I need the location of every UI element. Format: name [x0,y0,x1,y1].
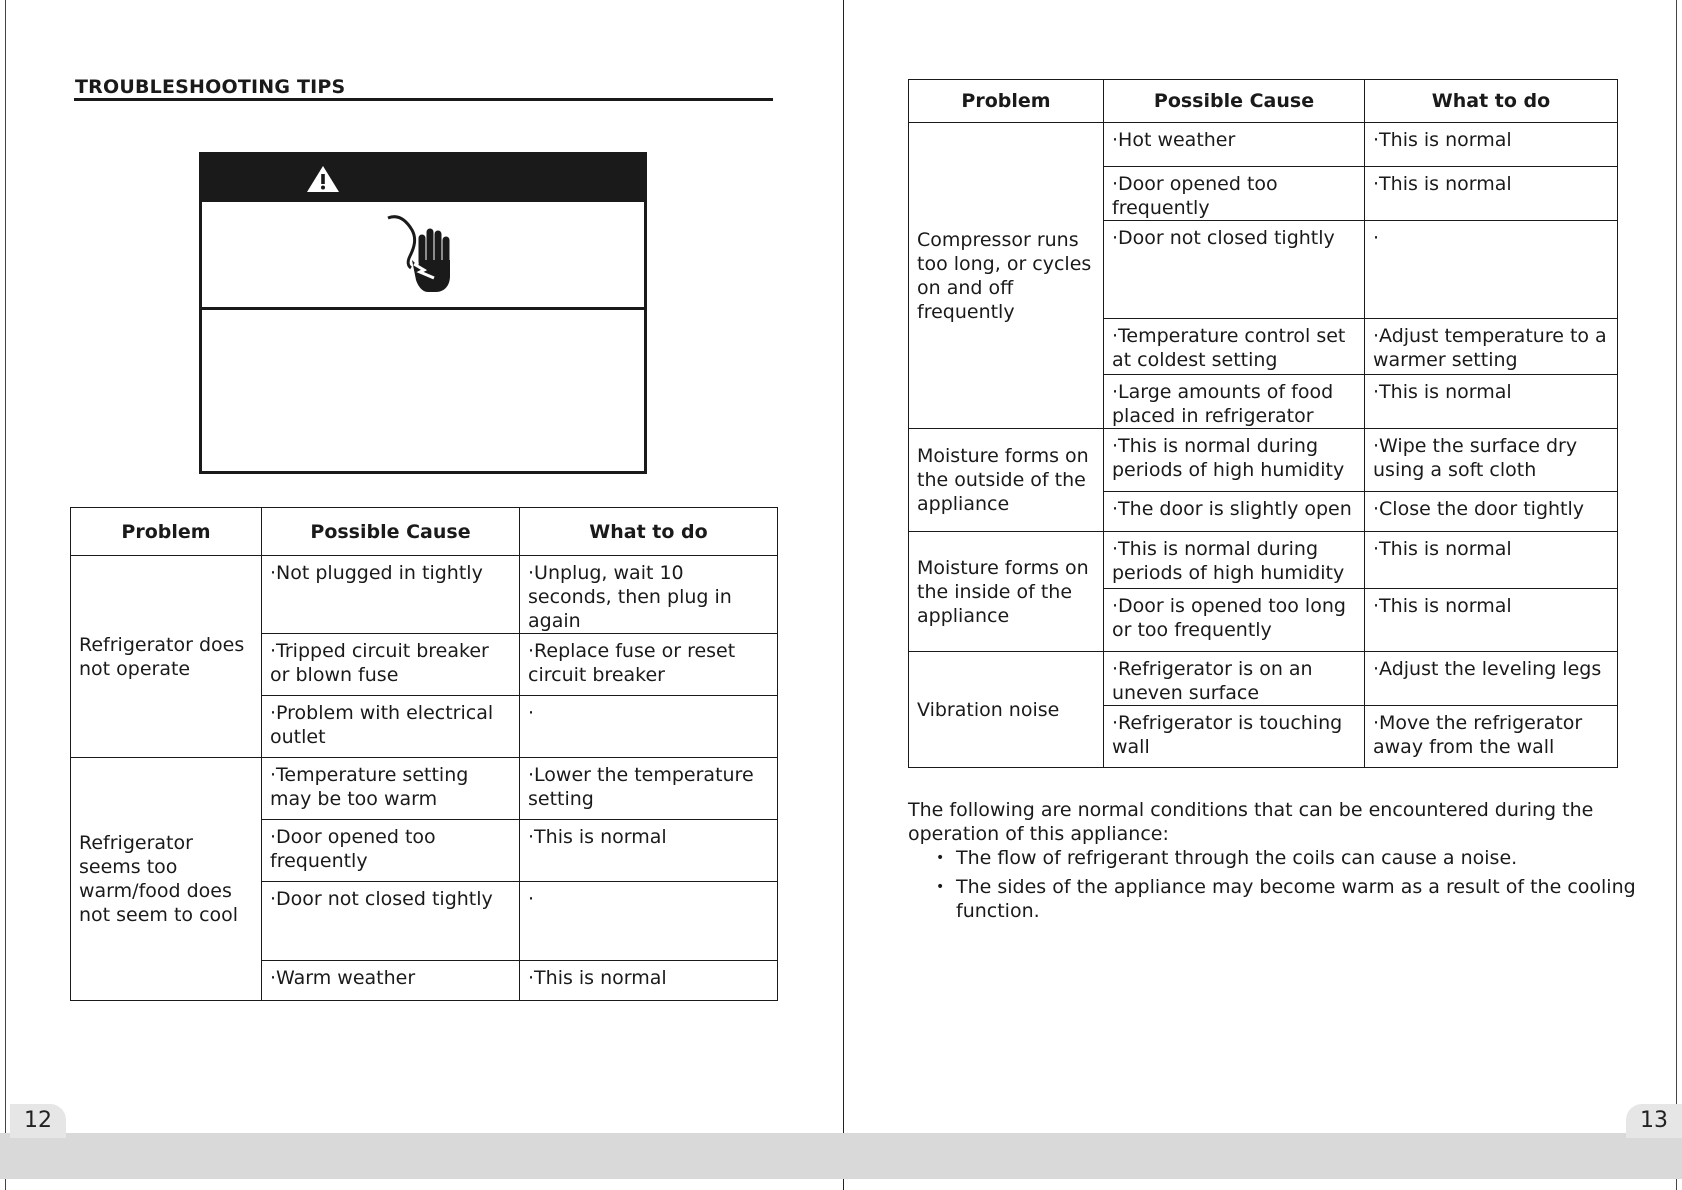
cause-cell: ·Tripped circuit breaker or blown fuse [262,634,520,696]
action-cell: ·Replace fuse or reset circuit breaker [520,634,778,696]
problem-cell: Refrigerator does not operate [71,556,262,758]
cause-cell: ·This is normal during periods of high humidity [1104,532,1365,589]
action-cell: ·Adjust temperature to a warmer setting [1365,319,1618,375]
table-header-row [909,80,1618,123]
cause-cell: ·Hot weather [1104,123,1365,167]
list-item: • The flow of refrigerant through the coils can cause a noise. [956,846,1648,870]
problem-cell: Refrigerator seems too warm/food does not seem to cool [71,758,262,1001]
cause-cell: ·Large amounts of food placed in refrigerator [1104,375,1365,429]
table-header-row [71,508,778,556]
cause-cell: ·Not plugged in tightly [262,556,520,634]
col-header-cause: Possible Cause [262,508,520,556]
table-row [909,429,1618,492]
notes-intro: The following are normal conditions that can be encountered during the operation of this appliance: [908,799,1594,845]
action-cell: ·Wipe the surface dry using a soft cloth [1365,429,1618,492]
col-header-problem: Problem [909,80,1104,123]
cause-cell: ·Door not closed tightly [262,882,520,961]
col-header-action: What to do [1365,80,1618,123]
table-row [71,556,778,634]
cause-cell: ·Door not closed tightly [1104,221,1365,319]
electric-shock-icon [384,212,464,298]
action-cell: · [520,696,778,758]
cause-cell: ·Warm weather [262,961,520,1001]
action-cell: ·This is normal [520,961,778,1001]
cause-cell: ·Temperature control set at coldest setting [1104,319,1365,375]
action-cell: ·This is normal [1365,375,1618,429]
table-row [909,532,1618,589]
troubleshooting-table-right [908,79,1618,768]
cause-cell: ·Door opened too frequently [262,820,520,882]
page-spine [843,0,844,1190]
normal-conditions-notes [908,798,1648,928]
action-cell: ·This is normal [1365,532,1618,589]
action-cell: · [1365,221,1618,319]
page-number-left: 12 [10,1104,66,1138]
col-header-cause: Possible Cause [1104,80,1365,123]
warning-symbol-panel [202,202,644,310]
cause-cell: ·Refrigerator is touching wall [1104,706,1365,768]
problem-cell: Moisture forms on the inside of the appliance [909,532,1104,652]
cause-cell: ·Refrigerator is on an uneven surface [1104,652,1365,706]
table-row [71,758,778,820]
problem-cell: Compressor runs too long, or cycles on and off frequently [909,123,1104,429]
action-cell: ·Adjust the leveling legs [1365,652,1618,706]
problem-cell: Moisture forms on the outside of the appliance [909,429,1104,532]
cause-cell: ·This is normal during periods of high humidity [1104,429,1365,492]
section-title: TROUBLESHOOTING TIPS [75,76,346,98]
cause-cell: ·Door is opened too long or too frequently [1104,589,1365,652]
action-cell: · [520,882,778,961]
action-cell: ·This is normal [1365,589,1618,652]
troubleshooting-table-left [70,507,778,1001]
page-number-right: 13 [1626,1104,1682,1138]
col-header-action: What to do [520,508,778,556]
list-item: • The sides of the appliance may become warm as a result of the cooling function. [956,875,1648,923]
action-cell: ·Close the door tightly [1365,492,1618,532]
cause-cell: ·The door is slightly open [1104,492,1365,532]
warning-triangle-icon [305,164,341,194]
cause-cell: ·Problem with electrical outlet [262,696,520,758]
action-cell: ·Move the refrigerator away from the wall [1365,706,1618,768]
section-title-rule [74,98,773,101]
action-cell: ·Lower the temperature setting [520,758,778,820]
warning-box [199,152,647,474]
table-row [909,123,1618,167]
problem-cell: Vibration noise [909,652,1104,768]
footer-band [0,1133,1682,1179]
notes-list [908,846,1648,923]
table-row [909,652,1618,706]
page-edge-left [5,0,6,1190]
cause-cell: ·Temperature setting may be too warm [262,758,520,820]
col-header-problem: Problem [71,508,262,556]
cause-cell: ·Door opened too frequently [1104,167,1365,221]
warning-header [202,155,644,202]
action-cell: ·This is normal [1365,167,1618,221]
action-cell: ·This is normal [520,820,778,882]
action-cell: ·This is normal [1365,123,1618,167]
page-edge-right [1676,0,1677,1190]
action-cell: ·Unplug, wait 10 seconds, then plug in again [520,556,778,634]
